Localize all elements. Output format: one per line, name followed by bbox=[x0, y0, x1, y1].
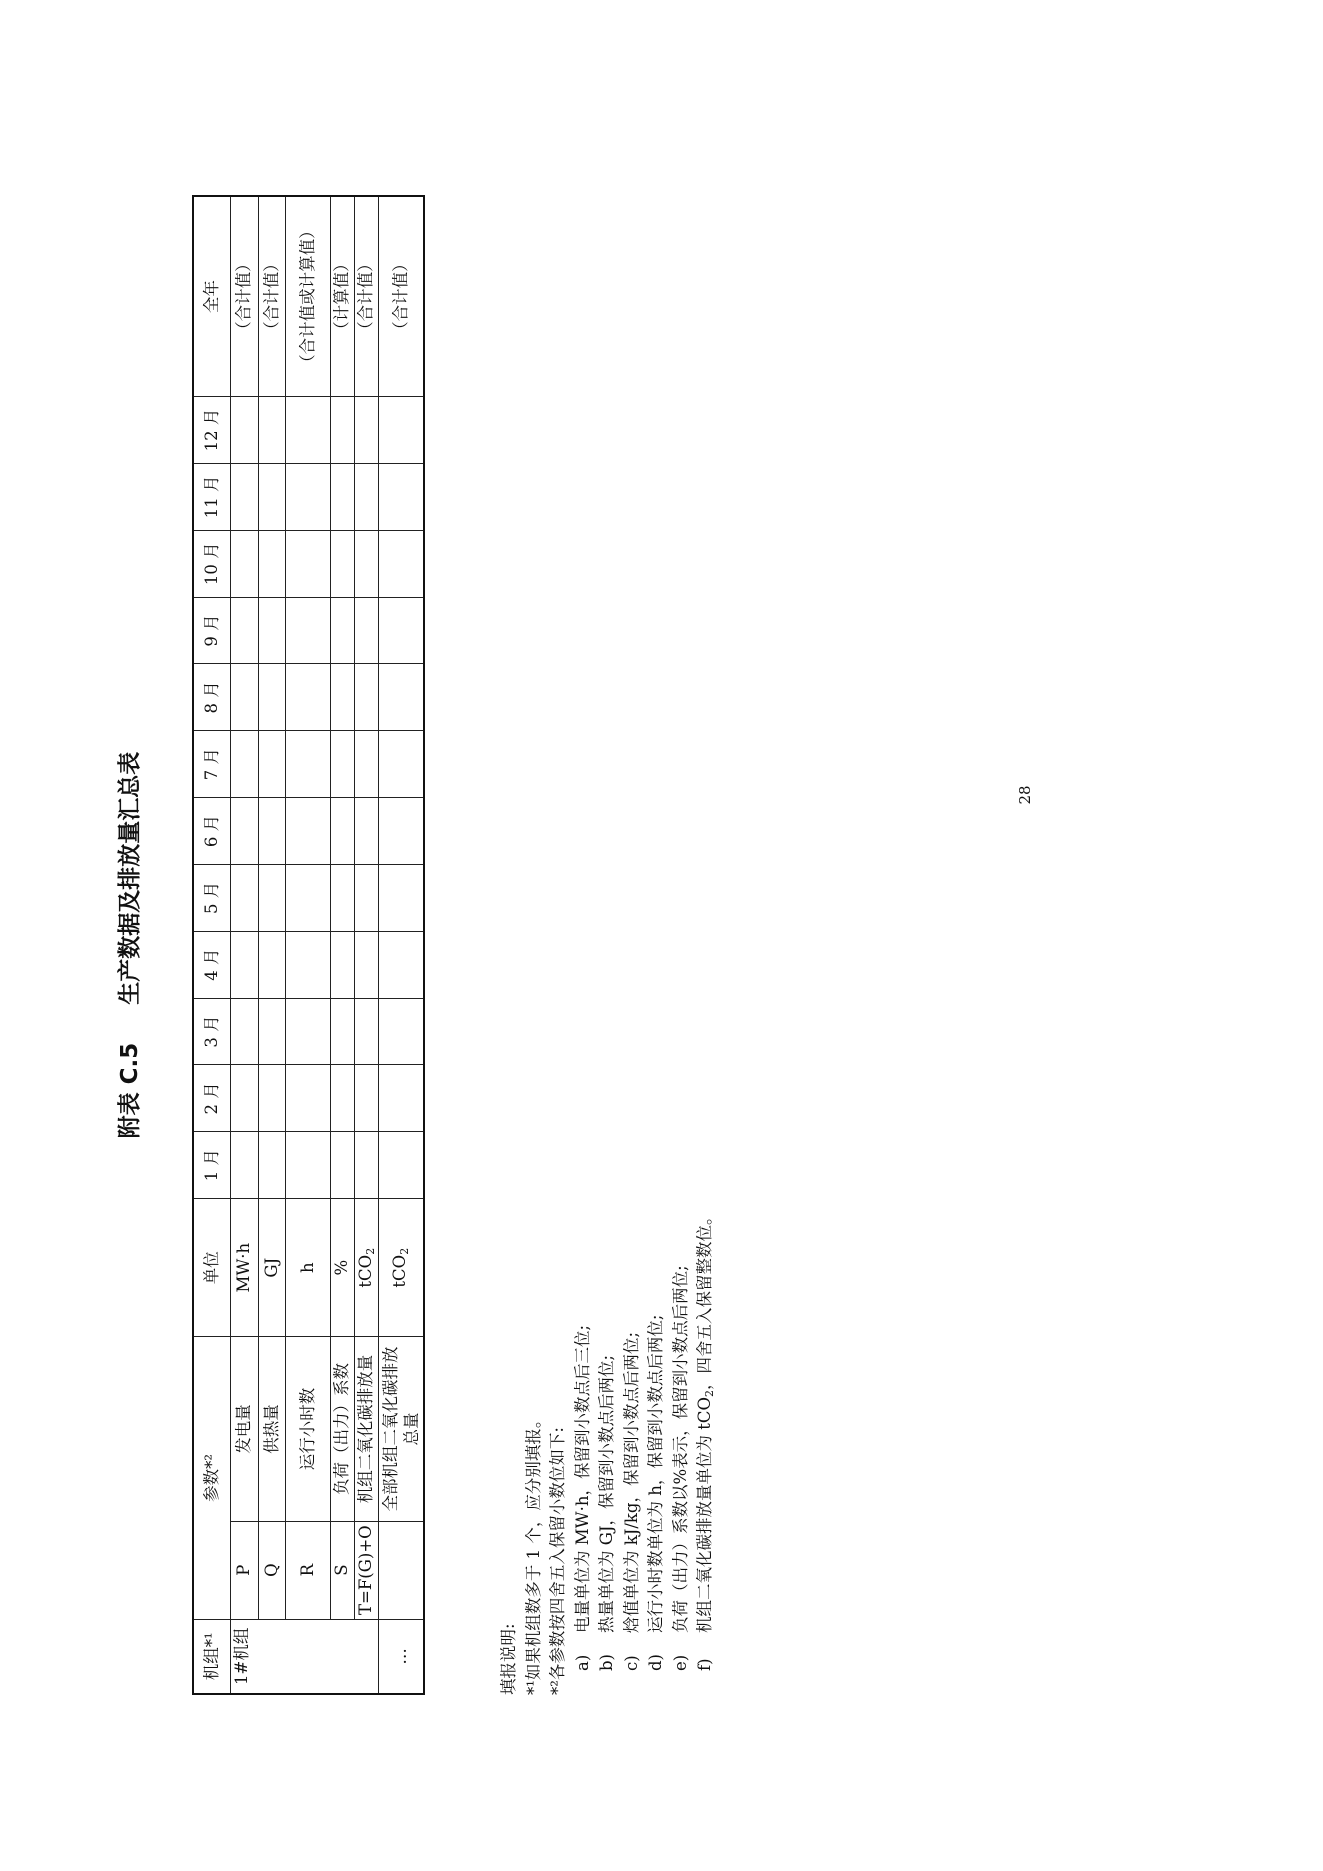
header-unit-group: 机组*¹ bbox=[193, 1619, 230, 1694]
annual-cell: （合计值） bbox=[378, 196, 424, 397]
param-name: 发电量 bbox=[230, 1337, 258, 1521]
param-unit: h bbox=[285, 1199, 330, 1337]
rotated-content bbox=[102, 195, 716, 1695]
annual-cell: （合计值） bbox=[230, 196, 258, 397]
param-unit: % bbox=[330, 1199, 354, 1337]
table-number: 附表 C.5 bbox=[117, 1042, 143, 1139]
page-number: 28 bbox=[1016, 785, 1034, 805]
annual-cell: （合计值） bbox=[258, 196, 285, 397]
header-month: 5 月 bbox=[193, 864, 230, 931]
note-2: *²各参数按四舍五入保留小数位如下: bbox=[548, 1427, 567, 1695]
param-code: P bbox=[230, 1521, 258, 1619]
notes-heading: 填报说明: bbox=[499, 1623, 518, 1695]
param-code: Q bbox=[258, 1521, 285, 1619]
param-unit: tCO$_2$ bbox=[378, 1199, 424, 1337]
table-row bbox=[330, 196, 354, 1694]
header-month: 7 月 bbox=[193, 731, 230, 798]
param-unit: GJ bbox=[258, 1199, 285, 1337]
table-row bbox=[285, 196, 330, 1694]
summary-table bbox=[192, 195, 425, 1695]
header-unit: 单位 bbox=[193, 1199, 230, 1337]
param-code: S bbox=[330, 1521, 354, 1619]
note-item: c)焓值单位为 kJ/kg，保留到小数点后两位; bbox=[621, 1331, 641, 1671]
param-name: 供热量 bbox=[258, 1337, 285, 1521]
header-annual: 全年 bbox=[193, 196, 230, 397]
annual-cell: （合计值或计算值） bbox=[285, 196, 330, 397]
note-item: d)运行小时数单位为 h，保留到小数点后两位; bbox=[646, 1314, 665, 1671]
header-month: 1 月 bbox=[193, 1132, 230, 1199]
param-code: R bbox=[285, 1521, 330, 1619]
header-month: 10 月 bbox=[193, 530, 230, 597]
note-1: *¹如果机组数多于 1 个，应分别填报。 bbox=[523, 1411, 543, 1695]
header-month: 6 月 bbox=[193, 798, 230, 865]
header-month: 4 月 bbox=[193, 931, 230, 998]
table-row-total bbox=[378, 196, 424, 1694]
header-month: 9 月 bbox=[193, 597, 230, 664]
param-code: T=F(G)+O bbox=[354, 1521, 378, 1619]
filling-notes bbox=[497, 195, 723, 1695]
unit-group-cell: … bbox=[378, 1619, 424, 1694]
note-item: b)热量单位为 GJ，保留到小数点后两位; bbox=[597, 1354, 616, 1671]
annual-cell: （计算值） bbox=[330, 196, 354, 397]
param-name: 全部机组二氧化碳排放总量 bbox=[378, 1337, 424, 1521]
note-item: f)机组二氧化碳排放量单位为 tCO$_2$，四舍五入保留整数位。 bbox=[695, 1208, 716, 1671]
header-row bbox=[193, 196, 230, 1694]
header-month: 11 月 bbox=[193, 463, 230, 530]
header-param: 参数*² bbox=[193, 1337, 230, 1619]
unit-group-cell: 1#机组 bbox=[230, 1619, 258, 1694]
note-item: a)电量单位为 MW·h，保留到小数点后三位; bbox=[572, 1324, 592, 1671]
note-item: e)负荷（出力）系数以%表示，保留到小数点后两位; bbox=[670, 1265, 690, 1671]
param-name: 机组二氧化碳排放量 bbox=[354, 1337, 378, 1521]
param-name: 运行小时数 bbox=[285, 1337, 330, 1521]
header-month: 8 月 bbox=[193, 664, 230, 731]
table-row bbox=[354, 196, 378, 1694]
param-unit: MW·h bbox=[230, 1199, 258, 1337]
header-month: 3 月 bbox=[193, 998, 230, 1065]
param-unit: tCO$_2$ bbox=[354, 1199, 378, 1337]
header-month: 12 月 bbox=[193, 397, 230, 464]
table-row bbox=[258, 196, 285, 1694]
param-name: 负荷（出力）系数 bbox=[330, 1337, 354, 1521]
table-row bbox=[230, 196, 258, 1694]
table-title-text: 生产数据及排放量汇总表 bbox=[117, 751, 143, 1005]
annual-cell: （合计值） bbox=[354, 196, 378, 397]
header-month: 2 月 bbox=[193, 1065, 230, 1132]
table-title bbox=[102, 195, 158, 1695]
